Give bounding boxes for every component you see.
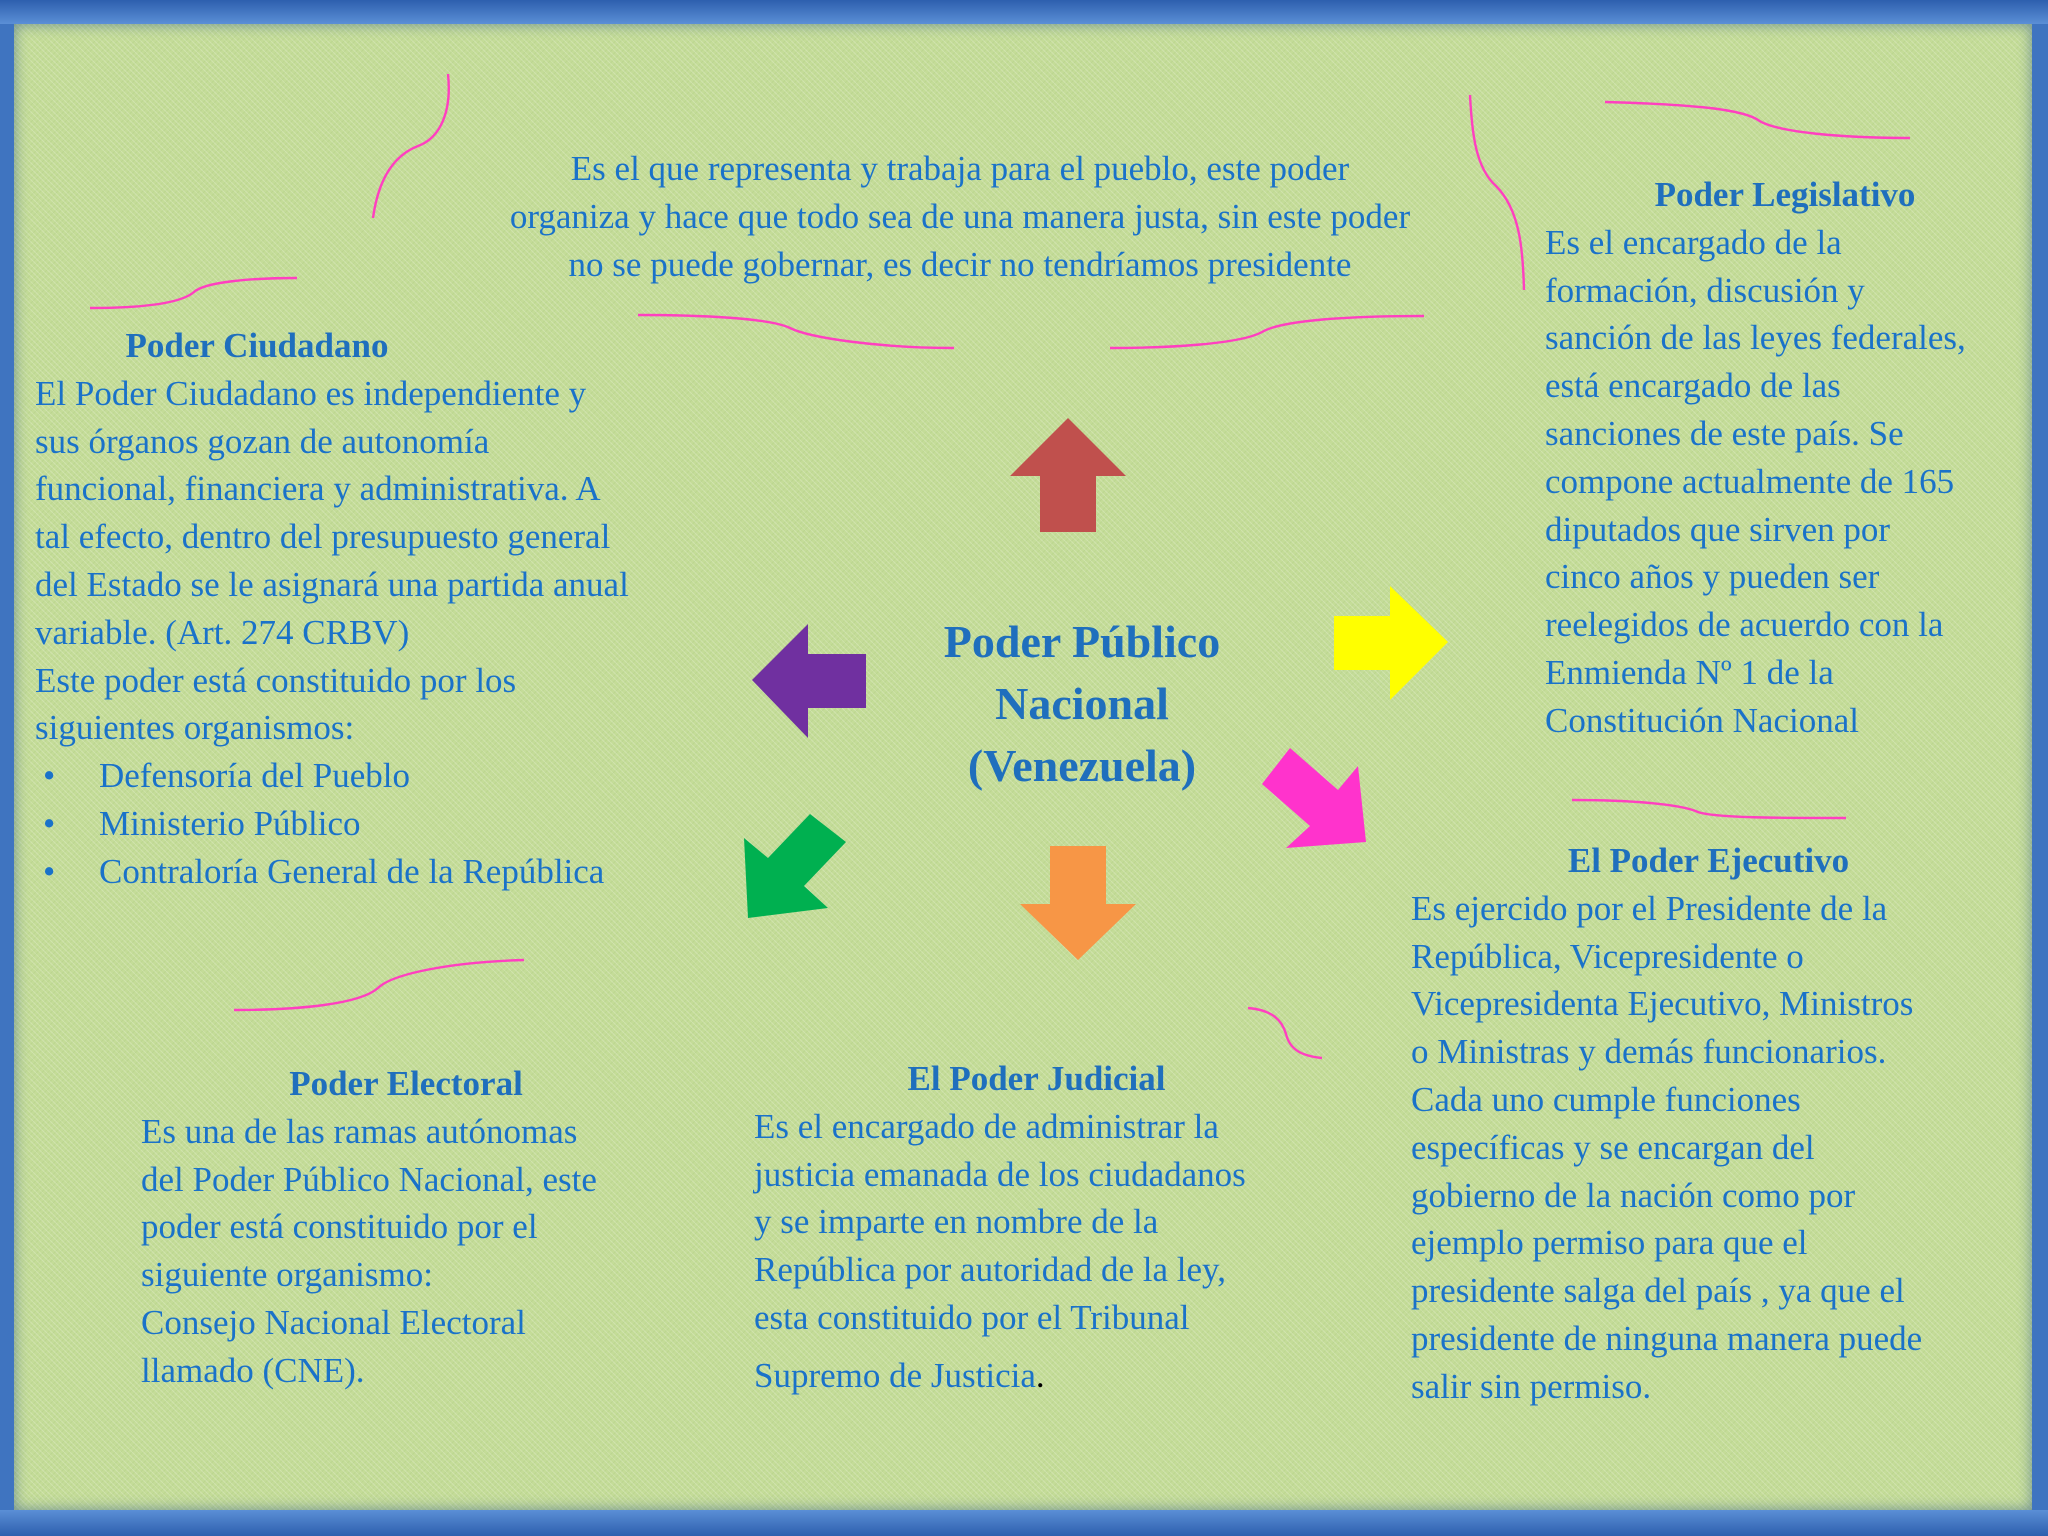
electoral-line-5: Consejo Nacional Electoral [141, 1302, 526, 1342]
swash-ejecutivo-top [1572, 800, 1846, 818]
ciudadano-line-4: tal efecto, dentro del presupuesto general [35, 517, 611, 557]
bullet-text: Contraloría General de la República [99, 851, 605, 891]
bullet-marker: • [43, 851, 56, 891]
ciudadano-line-6: variable. (Art. 274 CRBV) [35, 612, 410, 652]
bullet-marker: • [43, 803, 56, 843]
arrow-right [1334, 586, 1448, 700]
swash-judicial-right [1248, 1008, 1322, 1058]
swash-ciudadano-top [90, 278, 297, 308]
electoral-line-2: del Poder Público Nacional, este [141, 1159, 597, 1199]
ejecutivo-line-2: República, Vicepresidente o [1411, 936, 1804, 976]
electoral-block [141, 1060, 701, 1395]
electoral-title: Poder Electoral [289, 1064, 523, 1103]
electoral-line-3: poder está constituido por el [141, 1207, 538, 1247]
bullet-text: Ministerio Público [99, 803, 361, 843]
ciudadano-block [35, 322, 735, 896]
center-title-line-3: (Venezuela) [967, 740, 1197, 791]
ciudadano-line-2: sus órganos gozan de autonomía [35, 421, 490, 461]
center-title-line-2: Nacional [995, 678, 1169, 729]
top-note-line-2: organiza y hace que todo sea de una manera justa, sin este poder [509, 196, 1411, 236]
swash-legislativo-top [1605, 102, 1910, 138]
ciudadano-title: Poder Ciudadano [125, 326, 389, 365]
ejecutivo-line-3: Vicepresidenta Ejecutivo, Ministros [1411, 984, 1914, 1024]
legislativo-line-10: Enmienda Nº 1 de la [1545, 652, 1834, 692]
legislativo-line-5: sanciones de este país. Se [1545, 413, 1904, 453]
ciudadano-bullet-item [35, 848, 735, 896]
top-note-line-3: no se puede gobernar, es decir no tendríamos presidente [568, 244, 1352, 284]
swash-top-note-right [1110, 316, 1424, 348]
ejecutivo-line-7: gobierno de la nación como por [1411, 1175, 1856, 1215]
electoral-line-4: siguiente organismo: [141, 1255, 433, 1295]
center-title [880, 611, 1284, 797]
ejecutivo-line-1: Es ejercido por el Presidente de la [1411, 888, 1888, 928]
ciudadano-bullet-item [35, 800, 735, 848]
ejecutivo-line-11: salir sin permiso. [1411, 1366, 1652, 1406]
legislativo-line-3: sanción de las leyes federales, [1545, 318, 1966, 358]
judicial-line-2: justicia emanada de los ciudadanos [754, 1154, 1246, 1194]
legislativo-line-6: compone actualmente de 165 [1545, 461, 1955, 501]
arrow-down [1020, 846, 1136, 960]
ejecutivo-block [1411, 837, 2031, 1411]
judicial-title: El Poder Judicial [907, 1059, 1166, 1098]
arrow-left [752, 624, 866, 738]
legislativo-line-9: reelegidos de acuerdo con la [1545, 605, 1944, 645]
legislativo-block [1545, 171, 2035, 745]
center-title-line-1: Poder Público [943, 616, 1221, 667]
legislativo-line-2: formación, discusión y [1545, 270, 1865, 310]
ejecutivo-line-5: Cada uno cumple funciones [1411, 1079, 1801, 1119]
top-note [420, 145, 1500, 288]
judicial-block [754, 1055, 1354, 1400]
judicial-line-1: Es el encargado de administrar la [754, 1106, 1219, 1146]
ejecutivo-line-10: presidente de ninguna manera puede [1411, 1318, 1923, 1358]
judicial-line-4: República por autoridad de la ley, [754, 1250, 1227, 1290]
judicial-period: . [1035, 1355, 1045, 1395]
legislativo-title: Poder Legislativo [1654, 175, 1916, 214]
electoral-line-1: Es una de las ramas autónomas [141, 1111, 578, 1151]
legislativo-line-4: está encargado de las [1545, 366, 1841, 406]
arrow-down-left [744, 814, 846, 918]
ciudadano-line-5: del Estado se le asignará una partida anual [35, 564, 629, 604]
legislativo-line-8: cinco años y pueden ser [1545, 557, 1880, 597]
ejecutivo-line-4: o Ministras y demás funcionarios. [1411, 1032, 1887, 1072]
legislativo-line-1: Es el encargado de la [1545, 222, 1842, 262]
bullet-text: Defensoría del Pueblo [99, 756, 411, 796]
bullet-marker: • [43, 756, 56, 796]
judicial-line-6 [754, 1352, 1354, 1400]
ciudadano-line-1: El Poder Ciudadano es independiente y [35, 373, 587, 413]
ejecutivo-title: El Poder Ejecutivo [1567, 841, 1850, 880]
top-note-line-1: Es el que representa y trabaja para el pueblo, este poder [570, 149, 1350, 188]
electoral-line-6: llamado (CNE). [141, 1350, 365, 1390]
ciudadano-bullets [35, 752, 735, 895]
legislativo-line-7: diputados que sirven por [1545, 509, 1891, 549]
ejecutivo-line-8: ejemplo permiso para que el [1411, 1223, 1808, 1263]
ejecutivo-line-9: presidente salga del país , ya que el [1411, 1271, 1905, 1311]
judicial-last-line: Supremo de Justicia [754, 1355, 1036, 1395]
judicial-line-3: y se imparte en nombre de la [754, 1202, 1159, 1242]
swash-electoral-top [234, 960, 524, 1010]
ejecutivo-line-6: específicas y se encargan del [1411, 1127, 1815, 1167]
ciudadano-bullet-item [35, 752, 735, 800]
ciudadano-line-3: funcional, financiera y administrativa. A [35, 469, 601, 509]
arrow-up [1010, 418, 1126, 532]
ciudadano-line-7: Este poder está constituido por los [35, 660, 517, 700]
judicial-line-5: esta constituido por el Tribunal [754, 1297, 1190, 1337]
ciudadano-line-8: siguientes organismos: [35, 708, 355, 748]
legislativo-line-11: Constitución Nacional [1545, 700, 1859, 740]
